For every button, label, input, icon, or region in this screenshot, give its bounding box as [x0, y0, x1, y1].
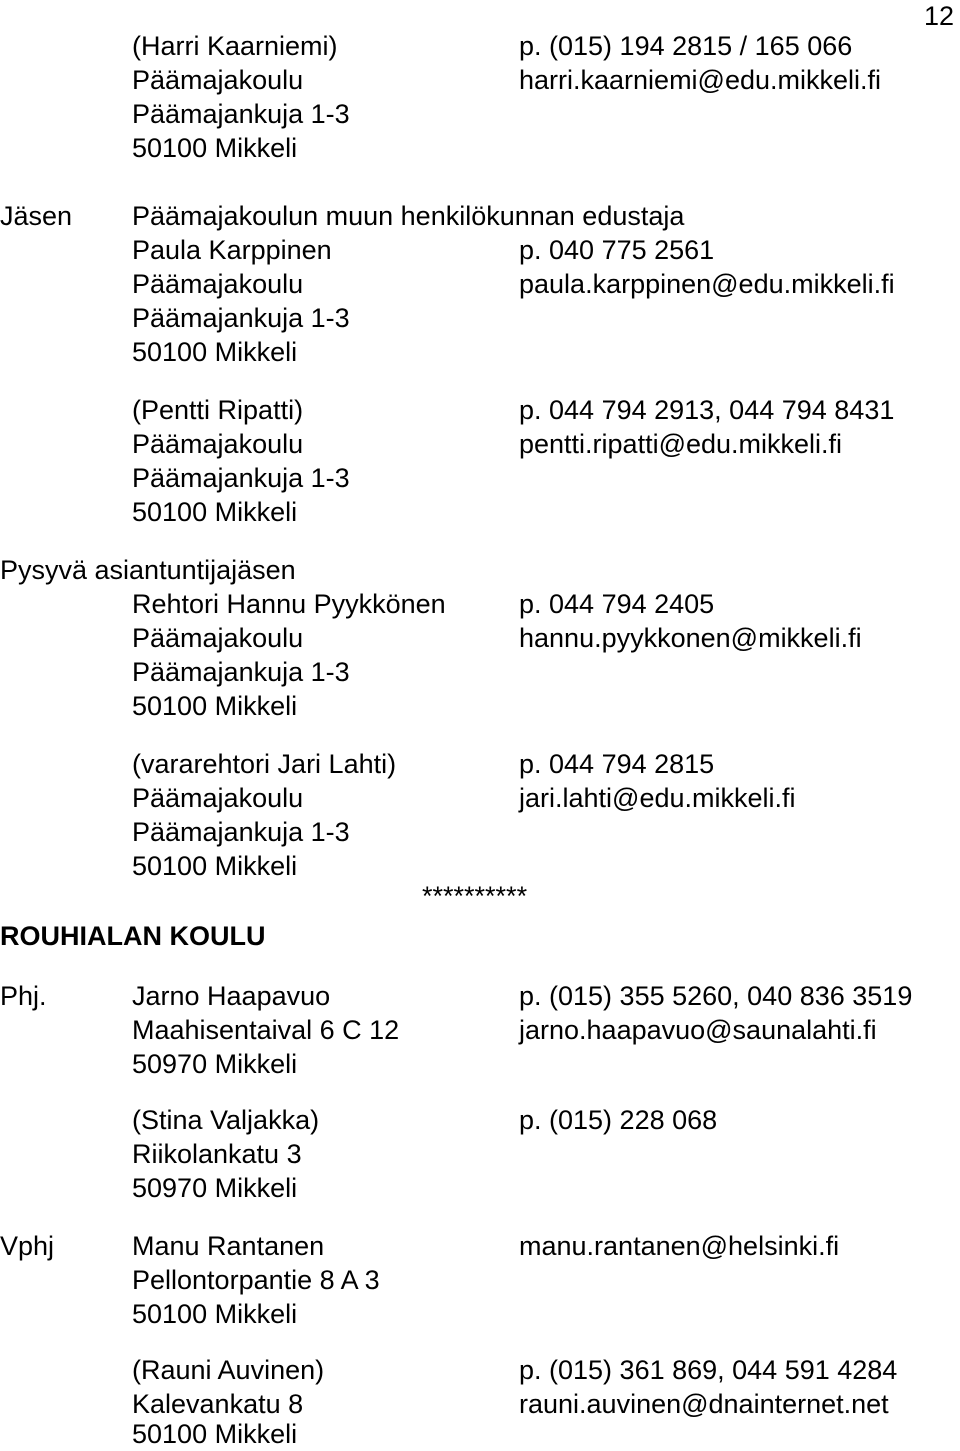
role-label: Vphj [0, 1231, 55, 1261]
contact-phone: p. 044 794 2815 [519, 749, 715, 779]
contact-name: (Harri Kaarniemi) [132, 31, 338, 61]
contact-phone: p. (015) 194 2815 / 165 066 [519, 31, 853, 61]
contact-street: Pellontorpantie 8 A 3 [132, 1265, 380, 1295]
contact-email: rauni.auvinen@dnainternet.net [519, 1389, 889, 1419]
contact-street: Maahisentaival 6 C 12 [132, 1015, 400, 1045]
contact-name: (vararehtori Jari Lahti) [132, 749, 397, 779]
contact-phone: p. (015) 361 869, 044 591 4284 [519, 1355, 898, 1385]
contact-email: jari.lahti@edu.mikkeli.fi [519, 783, 796, 813]
contact-street: Päämajankuja 1-3 [132, 463, 350, 493]
contact-street: Päämajankuja 1-3 [132, 99, 350, 129]
contact-city: 50970 Mikkeli [132, 1173, 298, 1203]
contact-street: Kalevankatu 8 [132, 1389, 304, 1419]
contact-phone: p. (015) 228 068 [519, 1105, 718, 1135]
contact-email: harri.kaarniemi@edu.mikkeli.fi [519, 65, 882, 95]
contact-school: Päämajakoulu [132, 429, 304, 459]
contact-city: 50970 Mikkeli [132, 1049, 298, 1079]
contact-phone: p. 044 794 2405 [519, 589, 715, 619]
separator: ********** [422, 881, 528, 911]
contact-phone: p. (015) 355 5260, 040 836 3519 [519, 981, 913, 1011]
contact-name: Rehtori Hannu Pyykkönen [132, 589, 446, 619]
contact-email: pentti.ripatti@edu.mikkeli.fi [519, 429, 843, 459]
contact-city: 50100 Mikkeli [132, 1299, 298, 1329]
contact-street: Riikolankatu 3 [132, 1139, 302, 1169]
contact-email: manu.rantanen@helsinki.fi [519, 1231, 840, 1261]
role-label: Phj. [0, 981, 47, 1011]
page-number: 12 [924, 1, 955, 31]
contact-name: Paula Karppinen [132, 235, 332, 265]
contact-street: Päämajankuja 1-3 [132, 657, 350, 687]
contact-school: Päämajakoulu [132, 783, 304, 813]
role-description: Päämajakoulun muun henkilökunnan edustaja [132, 201, 685, 231]
contact-name: Jarno Haapavuo [132, 981, 331, 1011]
role-label: Jäsen [0, 201, 73, 231]
contact-name: (Rauni Auvinen) [132, 1355, 325, 1385]
contact-phone: p. 040 775 2561 [519, 235, 715, 265]
contact-city: 50100 Mikkeli [132, 133, 298, 163]
role-label: Pysyvä asiantuntijajäsen [0, 555, 296, 585]
contact-school: Päämajakoulu [132, 65, 304, 95]
contact-street: Päämajankuja 1-3 [132, 303, 350, 333]
contact-street: Päämajankuja 1-3 [132, 817, 350, 847]
school-heading: ROUHIALAN KOULU [0, 921, 266, 951]
contact-email: paula.karppinen@edu.mikkeli.fi [519, 269, 895, 299]
contact-email: hannu.pyykkonen@mikkeli.fi [519, 623, 862, 653]
contact-email: jarno.haapavuo@saunalahti.fi [519, 1015, 877, 1045]
contact-name: Manu Rantanen [132, 1231, 325, 1261]
contact-city: 50100 Mikkeli [132, 691, 298, 721]
contact-city: 50100 Mikkeli [132, 497, 298, 527]
contact-city: 50100 Mikkeli [132, 851, 298, 881]
contact-school: Päämajakoulu [132, 623, 304, 653]
contact-name: (Pentti Ripatti) [132, 395, 304, 425]
contact-city: 50100 Mikkeli [132, 1419, 298, 1449]
contact-phone: p. 044 794 2913, 044 794 8431 [519, 395, 895, 425]
contact-school: Päämajakoulu [132, 269, 304, 299]
contact-city: 50100 Mikkeli [132, 337, 298, 367]
contact-name: (Stina Valjakka) [132, 1105, 320, 1135]
